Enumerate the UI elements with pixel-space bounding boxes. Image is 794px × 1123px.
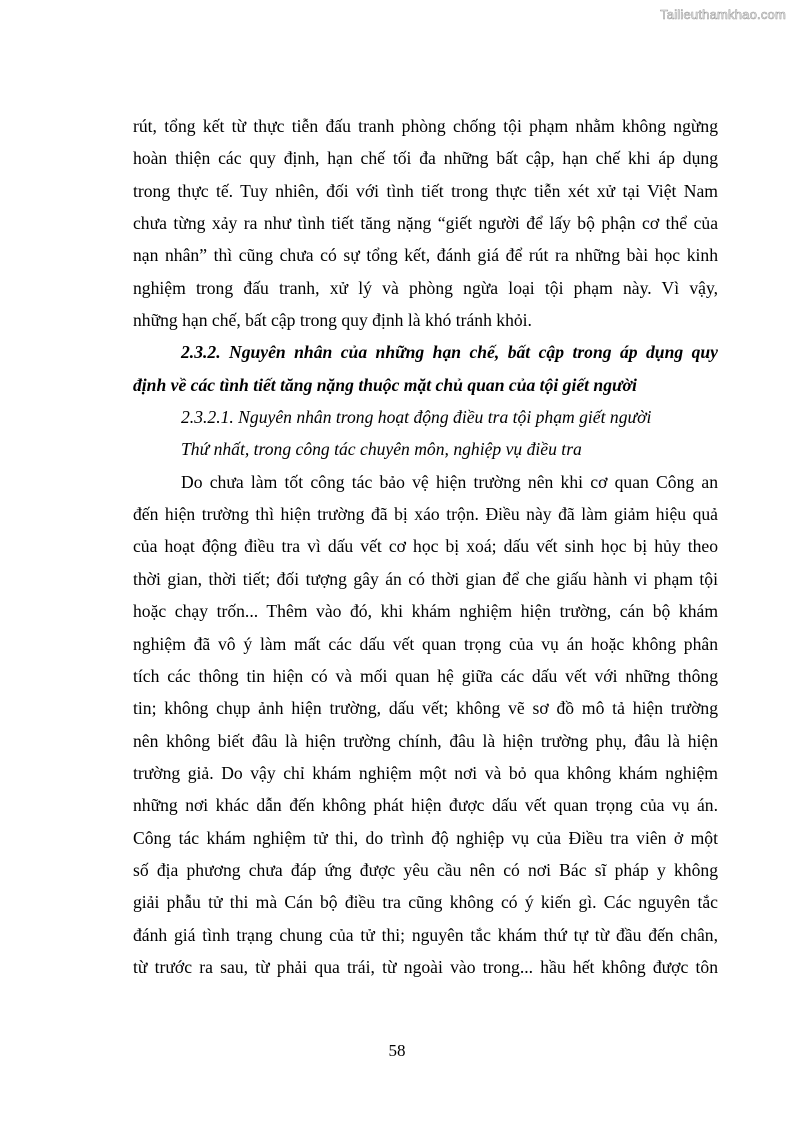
heading-line: 2.3.2. Nguyên nhân của những hạn chế, bất cập trong áp dụng quy [181, 342, 718, 363]
text-line: trường giả. Do vậy chỉ khám nghiệm một nơi và bỏ qua không khám nghiệm [133, 762, 718, 783]
text-line: Do chưa làm tốt công tác bảo vệ hiện trường nên khi cơ quan Công an [181, 471, 718, 492]
text-line: nạn nhân” thì cũng chưa có sự tổng kết, đánh giá để rút ra những bài học kinh [133, 245, 718, 266]
section-heading-2-3-2 [133, 336, 718, 401]
section-heading-2-3-2-1: 2.3.2.1. Nguyên nhân trong hoạt động điều tra tội phạm giết người [181, 407, 652, 428]
text-line: giải phẫu tử thi mà Cán bộ điều tra cũng không có ý kiến gì. Các nguyên tắc [133, 892, 718, 913]
page-body [133, 110, 718, 983]
text-line: số địa phương chưa đáp ứng được yêu cầu nên có nơi Bác sĩ pháp y không [133, 859, 718, 880]
text-line: hoàn thiện các quy định, hạn chế tối đa những bất cập, hạn chế khi áp dụng [133, 148, 718, 169]
paragraph-1 [133, 110, 718, 336]
text-line: những hạn chế, bất cập trong quy định là khó tránh khỏi. [133, 310, 532, 331]
text-line: tin; không chụp ảnh hiện trường, dấu vết; không vẽ sơ đồ mô tả hiện trường [133, 698, 718, 719]
text-line: rút, tổng kết từ thực tiễn đấu tranh phòng chống tội phạm nhằm không ngừng [133, 116, 718, 136]
text-line: thời gian, thời tiết; đối tượng gây án có thời gian để che giấu hành vi phạm tội [133, 568, 718, 589]
text-line: tích các thông tin hiện có và mối quan hệ giữa các dấu vết với những thông [133, 665, 718, 686]
page-number: 58 [388, 1041, 406, 1060]
text-line: hoặc chạy trốn... Thêm vào đó, khi khám nghiệm hiện trường, cán bộ khám [133, 601, 718, 622]
text-line: từ trước ra sau, từ phải qua trái, từ ngoài vào trong... hầu hết không được tôn [133, 956, 718, 977]
watermark-text: Tailieuthamkhao.com [660, 7, 786, 22]
subheading-first: Thứ nhất, trong công tác chuyên môn, nghiệp vụ điều tra [181, 439, 582, 460]
text-line: nên không biết đâu là hiện trường chính, đâu là hiện trường phụ, đâu là hiện [133, 730, 718, 751]
text-line: của hoạt động điều tra vì dấu vết cơ học bị xoá; dấu vết sinh học bị hủy theo [133, 536, 718, 557]
paragraph-2 [133, 466, 718, 984]
heading-line: định về các tình tiết tăng nặng thuộc mặt chủ quan của tội giết người [133, 374, 637, 395]
text-line: đến hiện trường thì hiện trường đã bị xáo trộn. Điều này đã làm giảm hiệu quả [133, 504, 718, 525]
text-line: trong thực tế. Tuy nhiên, đối với tình tiết trong thực tiễn xét xử tại Việt Nam [133, 180, 718, 201]
text-line: đánh giá tình trạng chung của tử thi; nguyên tắc khám thứ tự từ đầu đến chân, [133, 924, 718, 945]
text-line: nghiệm đã vô ý làm mất các dấu vết quan trọng của vụ án hoặc không phân [133, 633, 718, 654]
text-line: những nơi khác dẫn đến không phát hiện được dấu vết quan trọng của vụ án. [133, 795, 718, 816]
text-line: chưa từng xảy ra như tình tiết tăng nặng “giết người để lấy bộ phận cơ thể của [133, 213, 718, 234]
text-line: nghiệm trong đấu tranh, xử lý và phòng ngừa loại tội phạm này. Vì vậy, [133, 277, 718, 298]
text-line: Công tác khám nghiệm tử thi, do trình độ nghiệp vụ của Điều tra viên ở một [133, 827, 718, 848]
